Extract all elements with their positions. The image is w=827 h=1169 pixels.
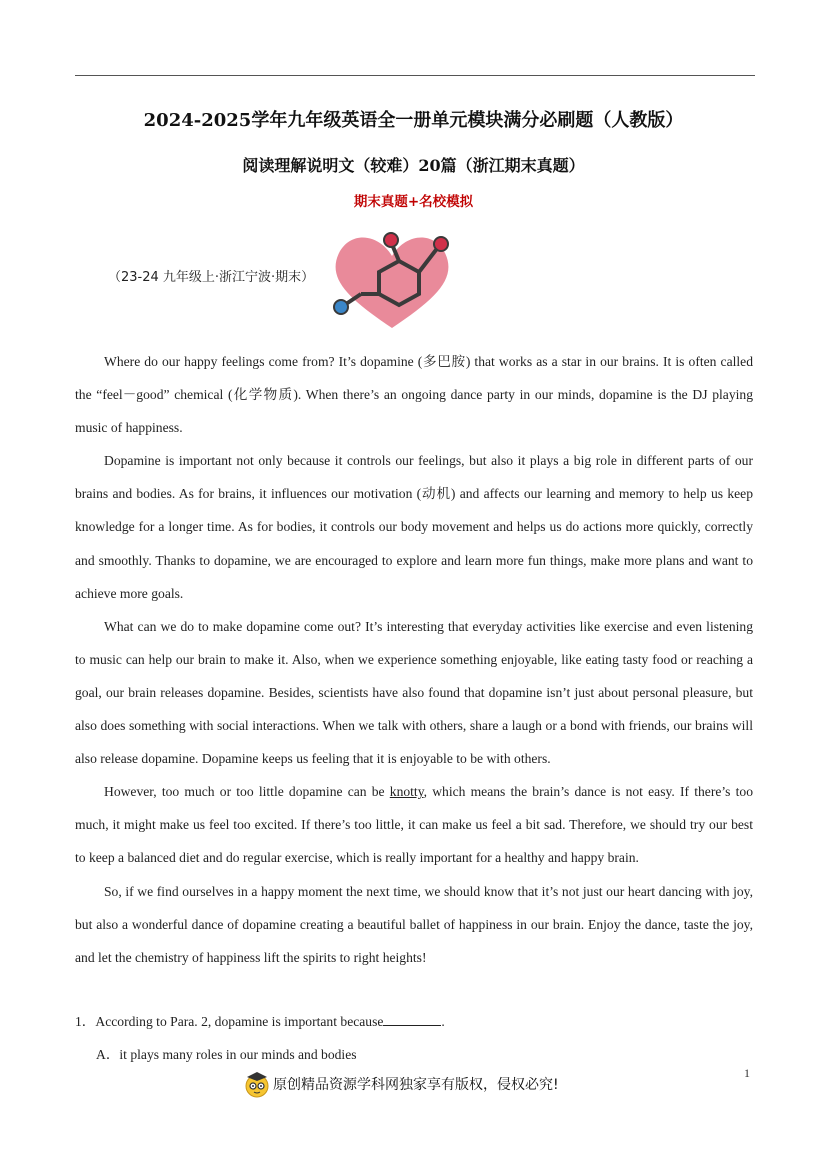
- paragraph-5: So, if we find ourselves in a happy moment the next time, we should know that it’s not just our heart dancing with joy, but also a wonderful dance of dopamine creating a beautiful ballet of happiness in our brain. Enjoy the dance, taste the joy, and let the chemistry of happiness lift the spirits to right heights!: [75, 883, 753, 965]
- answer-blank: [383, 1013, 441, 1026]
- underlined-word: knotty: [389, 784, 424, 800]
- paragraph-4-end: , which means the brain’s dance is not easy. If there’s too much, it might make us feel too excited. If there’s too little, it can make us feel a bit sad. Therefore, we should try our best to keep a balanced diet and do regular exercise, which is really important for a healthy and happy brain.: [75, 784, 753, 866]
- page-subtitle: 阅读理解说明文（较难）20篇（浙江期末真题）: [242, 156, 585, 175]
- footer-text: 原创精品资源学科网独家享有版权，侵权必究!: [273, 1077, 559, 1093]
- reading-passage: [75, 345, 753, 974]
- question-1: [75, 1005, 445, 1038]
- question-stem: According to Para. 2, dopamine is important because: [95, 1014, 384, 1029]
- question-end: .: [441, 1014, 445, 1029]
- exam-tag: 期末真题+名校模拟: [353, 194, 474, 210]
- option-a: A．it plays many roles in our minds and bodies: [96, 1047, 357, 1062]
- mascot-icon: [243, 1070, 271, 1098]
- heart-molecule-icon: [327, 228, 457, 338]
- page-number: 1: [744, 1066, 750, 1080]
- paragraph-4: [75, 775, 753, 874]
- question-number: 1．: [75, 1014, 96, 1029]
- page-title: 2024-2025学年九年级英语全一册单元模块满分必刷题（人教版）: [143, 110, 684, 131]
- paragraph-2: Dopamine is important not only because it controls our feelings, but also it plays a big role in different parts of our brains and bodies. As for brains, it influences our motivation (动机) and affects our learning and memory to help us keep knowledge for a longer time. As for bodies, it controls our body movement and helps us do actions more quickly, correctly and smoothly. Thanks to dopamine, we are encouraged to explore and learn more fun things, make more plans and want to achieve more goals.: [75, 453, 753, 601]
- paragraph-1: Where do our happy feelings come from? It’s dopamine (多巴胺) that works as a star in our brains. It is often called the “feel－good” chemical (化学物质). When there’s an ongoing dance party in our minds, dopamine is the DJ playing music of happiness.: [75, 354, 753, 436]
- top-rule: [75, 75, 755, 76]
- footer-copyright: [243, 1068, 559, 1100]
- paragraph-4-start: However, too much or too little dopamine can be: [104, 784, 390, 800]
- question-source: （23-24 九年级上·浙江宁波·期末）: [108, 270, 315, 285]
- paragraph-3: What can we do to make dopamine come out? It’s interesting that everyday activities like exercise and even listening to music can help our brain to make it. Also, when we experience something enjoyable, like eating tasty food or reaching a goal, our brain releases dopamine. Besides, scientists have also found that dopamine isn’t just about personal pleasure, but also does something with social interactions. When we talk with others, share a laugh or a bond with friends, our brains will also release dopamine. Dopamine keeps us feeling that it is enjoyable to be with others.: [75, 618, 753, 767]
